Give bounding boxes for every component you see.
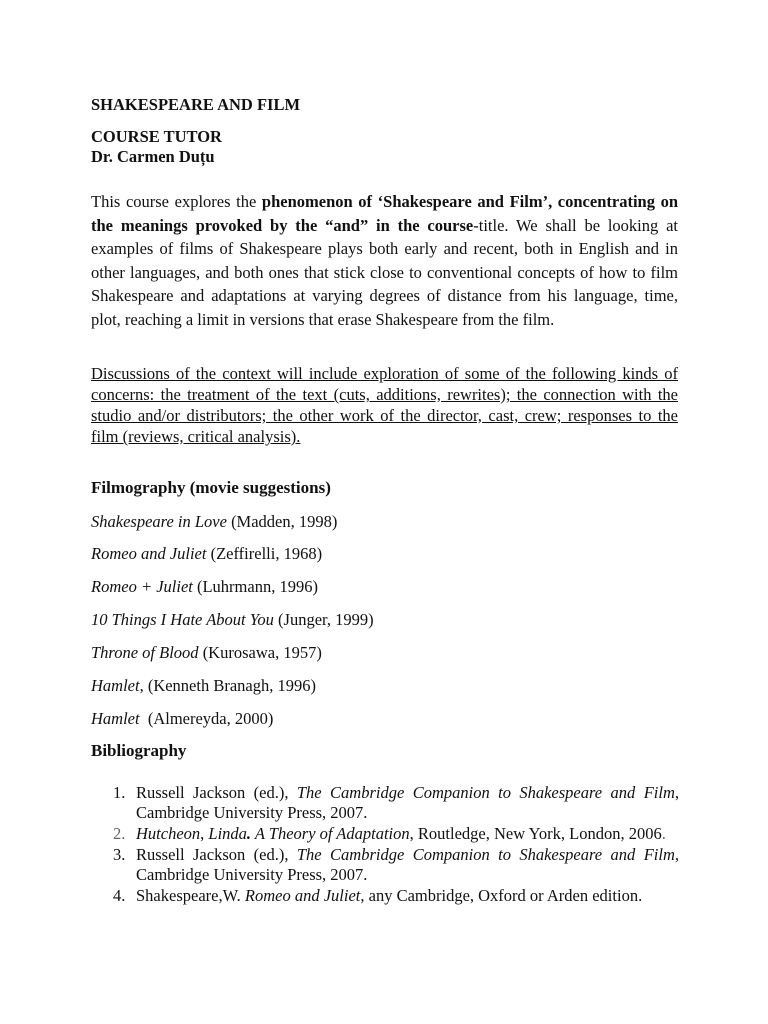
intro-text-rest: -title. We shall be looking at examples of films of Shakespeare plays both early and recent, both in English and in other languages, and both ones that stick close to conventional concepts of how to film Shakespeare and adaptations at varying degrees of distance from his language, time, plot, reaching a limit in versions that erase Shakespeare from the film.	[91, 215, 678, 329]
intro-paragraph	[91, 190, 678, 331]
bibliography-item: 4. Shakespeare,W. Romeo and Juliet, any Cambridge, Oxford or Arden edition.	[113, 886, 643, 905]
film-item: Shakespeare in Love (Madden, 1998)	[91, 512, 338, 531]
film-item: Romeo and Juliet (Zeffirelli, 1968)	[91, 544, 323, 563]
bibliography-heading: Bibliography	[91, 741, 187, 760]
filmography-heading: Filmography (movie suggestions)	[91, 478, 331, 497]
tutor-label: COURSE TUTOR	[91, 127, 222, 146]
tutor-name: Dr. Carmen Duțu	[91, 147, 215, 166]
bibliography-item: 1. Russell Jackson (ed.), The Cambridge Companion to Shakespeare and Film, Cambridge University Press, 2007.	[113, 783, 679, 822]
intro-text-start: This course explores the	[91, 192, 262, 211]
film-item: Throne of Blood (Kurosawa, 1957)	[91, 643, 322, 662]
film-item: Hamlet, (Kenneth Branagh, 1996)	[91, 676, 316, 695]
film-item: Romeo + Juliet (Luhrmann, 1996)	[91, 577, 318, 596]
film-item: 10 Things I Hate About You (Junger, 1999)	[91, 610, 374, 629]
bibliography-item: 3. Russell Jackson (ed.), The Cambridge Companion to Shakespeare and Film, Cambridge University Press, 2007.	[113, 845, 679, 884]
context-paragraph: Discussions of the context will include exploration of some of the following kinds of concerns: the treatment of the text (cuts, additions, rewrites); the connection with the studio and/or distributors; the other work of the director, cast, crew; responses to the film (reviews, critical analysis).	[91, 364, 678, 446]
film-item: Hamlet (Almereyda, 2000)	[91, 709, 274, 728]
bibliography-item: 2. Hutcheon, Linda. A Theory of Adaptation, Routledge, New York, London, 2006.	[113, 824, 666, 843]
intro-text-bold: phenomenon of ‘Shakespeare and Film’, concentrating on the meanings provoked by the “and” in the course	[91, 192, 678, 235]
bibliography-list	[91, 783, 679, 907]
course-title: SHAKESPEARE AND FILM	[91, 95, 301, 114]
